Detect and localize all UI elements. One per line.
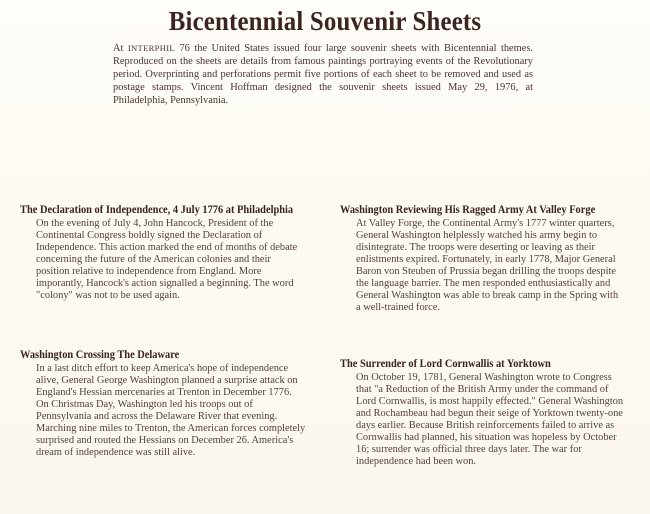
intro-paragraph bbox=[113, 42, 533, 107]
section-washington-crossing-delaware bbox=[20, 349, 320, 459]
section-heading: The Surrender of Lord Cornwallis at Yorktown bbox=[340, 358, 551, 370]
section-valley-forge bbox=[340, 204, 630, 314]
section-heading: The Declaration of Independence, 4 July 1776 at Philadelphia bbox=[20, 204, 294, 216]
page-title: Bicentennial Souvenir Sheets bbox=[168, 6, 482, 36]
section-body: On October 19, 1781, General Washington wrote to Congress that "a Reduction of the British Army under the command of Lord Cornwallis, is most happily effected." General Washington and Rochambeau had begun their seige of Yorktown twenty-one days earlier. Because British reinforcements failed to arrive as Cornwallis had planned, his situation was hopeless by October 16; surrender was official three days later. The war for independence had been won. bbox=[356, 372, 624, 467]
section-body: On the evening of July 4, John Hancock, President of the Continental Congress boldly signed the Declaration of Independence. This action marked the end of months of debate concerning the future of the American colonies and their position relative to independence from England. More imporantly, Hancock's action signalled a beginning. The word "colony" was not to be used again. bbox=[36, 218, 298, 301]
section-body: At Valley Forge, the Continental Army's 1777 winter quarters, General Washington helplessly watched his army begin to disintegrate. The troops were deserting or leaving as their enlistments expired. Fortunately, in early 1778, Major General Baron von Steuben of Prussia began drilling the troops despite the language barrier. The men responded enthusiastically and General Washington was able to break camp in the Spring with a well-trained force. bbox=[356, 218, 619, 313]
section-body: In a last ditch effort to keep America's hope of independence alive, General George Washington planned a surprise attack on England's Hessian mercenaries at Trenton in December 1776. On Christmas Day, Washington led his troops out of Pennsylvania and across the Delaware River that evening. Marching nine miles to Trenton, the American forces completely surprised and routed the Hessians on December 26. America's dream of independence was still alive. bbox=[36, 363, 306, 458]
intro-lead: At bbox=[113, 43, 128, 54]
section-surrender-yorktown bbox=[340, 358, 630, 468]
section-heading: Washington Crossing The Delaware bbox=[20, 349, 180, 361]
section-declaration-of-independence bbox=[20, 204, 320, 302]
section-heading: Washington Reviewing His Ragged Army At Valley Forge bbox=[340, 204, 596, 216]
intro-text: 76 the United States issued four large souvenir sheets with Bicentennial themes. Reproduced on the sheets are details from famous paintings portraying events of the Revolutionary period. Overprinting and perforations permit five portions of each sheet to be removed and used as postage stamps. Vincent Hoffman designed the souvenir sheets issued May 29, 1976, at Philadelphia, Pennsylvania. bbox=[113, 43, 533, 106]
intro-event-name: INTERPHIL bbox=[127, 43, 175, 53]
